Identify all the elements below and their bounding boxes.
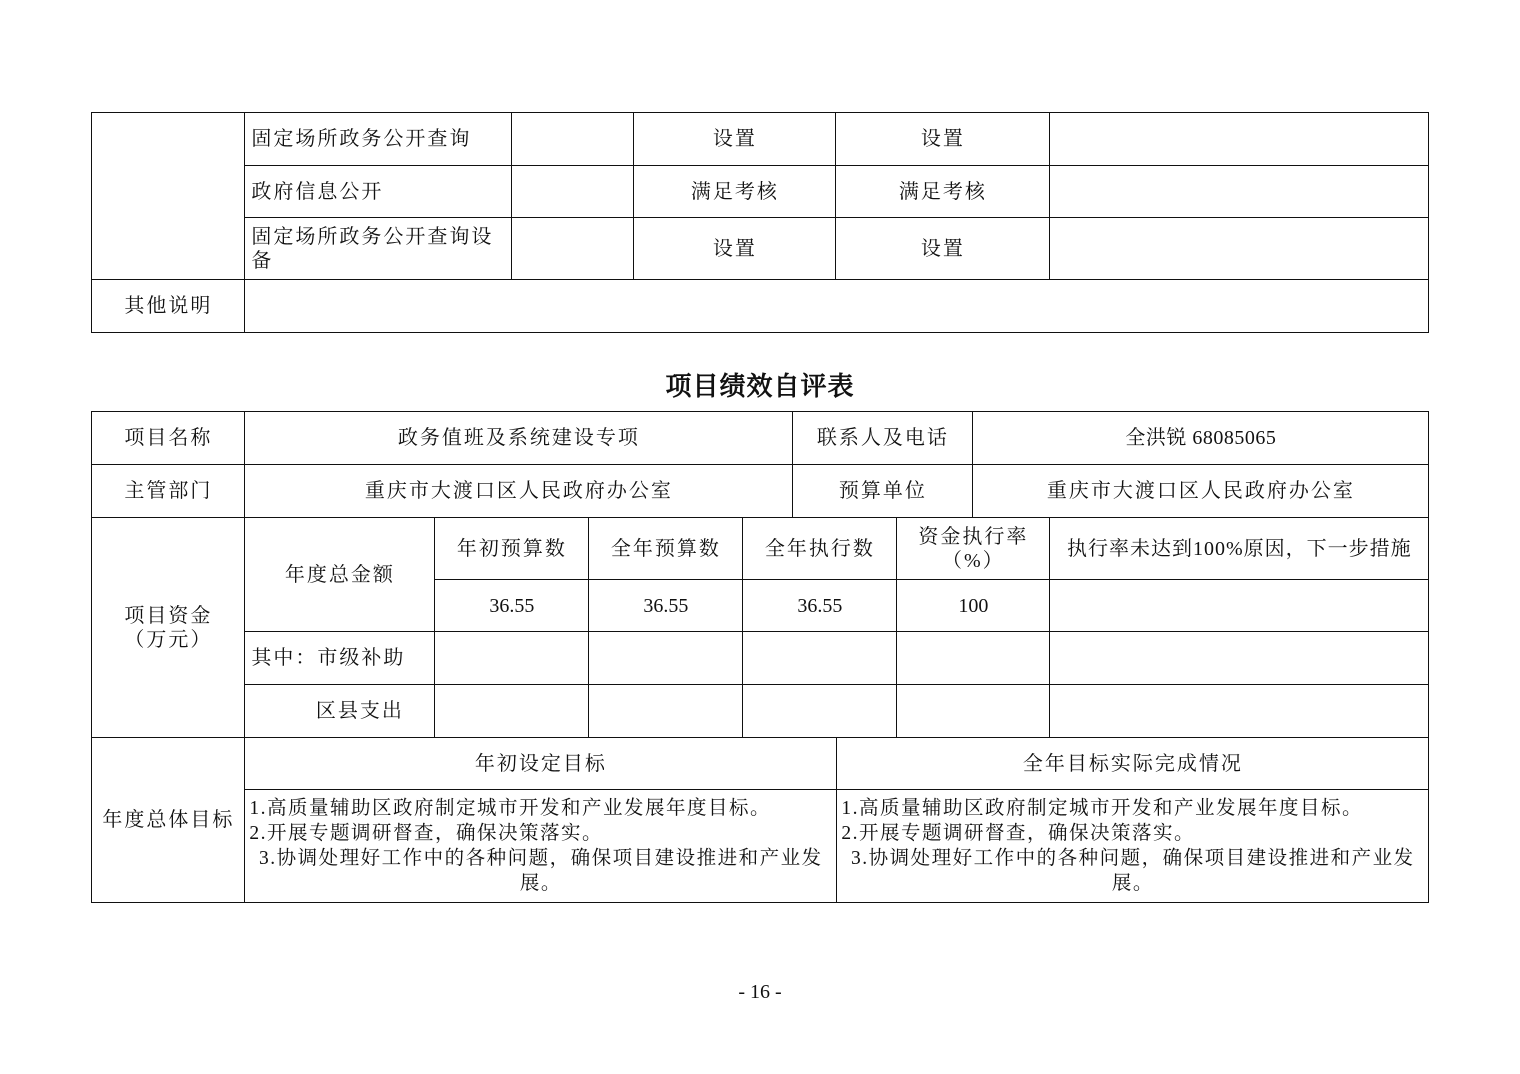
page-number: - 16 - (738, 981, 782, 1003)
table-title: 项目绩效自评表 (665, 371, 855, 401)
empty-cell (511, 217, 634, 280)
header-execution-rate: 资金执行率（%） (896, 517, 1050, 580)
value-execution-rate: 100 (896, 579, 1050, 632)
actual-goal-text (836, 789, 1429, 903)
empty-cell (1049, 165, 1429, 218)
empty-cell (742, 631, 897, 685)
budget-unit-label: 预算单位 (792, 464, 973, 518)
goal-line: 3.协调处理好工作中的各种问题，确保项目建设推进和产业发展。 (259, 848, 823, 895)
actual-goal-header: 全年目标实际完成情况 (836, 737, 1429, 790)
empty-cell (896, 684, 1050, 738)
initial-goal-header: 年初设定目标 (244, 737, 837, 790)
project-name-label: 项目名称 (91, 411, 245, 465)
dept-label: 主管部门 (91, 464, 245, 518)
budget-unit-value: 重庆市大渡口区人民政府办公室 (972, 464, 1429, 518)
contact-value: 全洪锐 68085065 (972, 411, 1429, 465)
target-cell: 设置 (633, 112, 836, 166)
goal-line: 2.开展专题调研督查，确保决策落实。 (841, 823, 1195, 845)
value-initial-budget: 36.55 (434, 579, 589, 632)
indicator-cell: 政府信息公开 (244, 165, 512, 218)
contact-label: 联系人及电话 (792, 411, 973, 465)
empty-cell (434, 631, 589, 685)
other-notes-label: 其他说明 (91, 279, 245, 333)
target-cell: 设置 (633, 217, 836, 280)
project-name-value: 政务值班及系统建设专项 (244, 411, 793, 465)
empty-cell (588, 631, 743, 685)
value-annual-budget: 36.55 (588, 579, 743, 632)
goal-line: 1.高质量辅助区政府制定城市开发和产业发展年度目标。 (249, 798, 771, 820)
indicator-cell: 固定场所政务公开查询 (244, 112, 512, 166)
empty-cell (1049, 112, 1429, 166)
indicator-cell: 固定场所政务公开查询设备 (244, 217, 512, 280)
value-annual-execution: 36.55 (742, 579, 897, 632)
empty-cell (1049, 684, 1429, 738)
goal-line: 1.高质量辅助区政府制定城市开发和产业发展年度目标。 (841, 798, 1363, 820)
empty-cell (1049, 217, 1429, 280)
header-initial-budget: 年初预算数 (434, 517, 589, 580)
header-reason: 执行率未达到100%原因，下一步措施 (1049, 517, 1429, 580)
actual-cell: 满足考核 (835, 165, 1050, 218)
value-reason (1049, 579, 1429, 632)
header-annual-execution: 全年执行数 (742, 517, 897, 580)
empty-cell (588, 684, 743, 738)
annual-goal-label: 年度总体目标 (91, 737, 245, 903)
empty-cell (434, 684, 589, 738)
target-cell: 满足考核 (633, 165, 836, 218)
goal-line: 3.协调处理好工作中的各种问题，确保项目建设推进和产业发展。 (851, 848, 1415, 895)
project-funds-label: 项目资金（万元） (91, 517, 245, 738)
empty-cell (742, 684, 897, 738)
dept-value: 重庆市大渡口区人民政府办公室 (244, 464, 793, 518)
county-expense-label: 区县支出 (244, 684, 435, 738)
actual-cell: 设置 (835, 112, 1050, 166)
annual-total-label: 年度总金额 (244, 517, 435, 632)
other-notes-value (244, 279, 1429, 333)
empty-cell (511, 165, 634, 218)
initial-goal-text (244, 789, 837, 903)
empty-cell (896, 631, 1050, 685)
goal-line: 2.开展专题调研督查，确保决策落实。 (249, 823, 603, 845)
empty-cell (1049, 631, 1429, 685)
empty-cell (511, 112, 634, 166)
city-subsidy-label: 其中：市级补助 (244, 631, 435, 685)
actual-cell: 设置 (835, 217, 1050, 280)
merged-category-cell (91, 112, 245, 280)
header-annual-budget: 全年预算数 (588, 517, 743, 580)
